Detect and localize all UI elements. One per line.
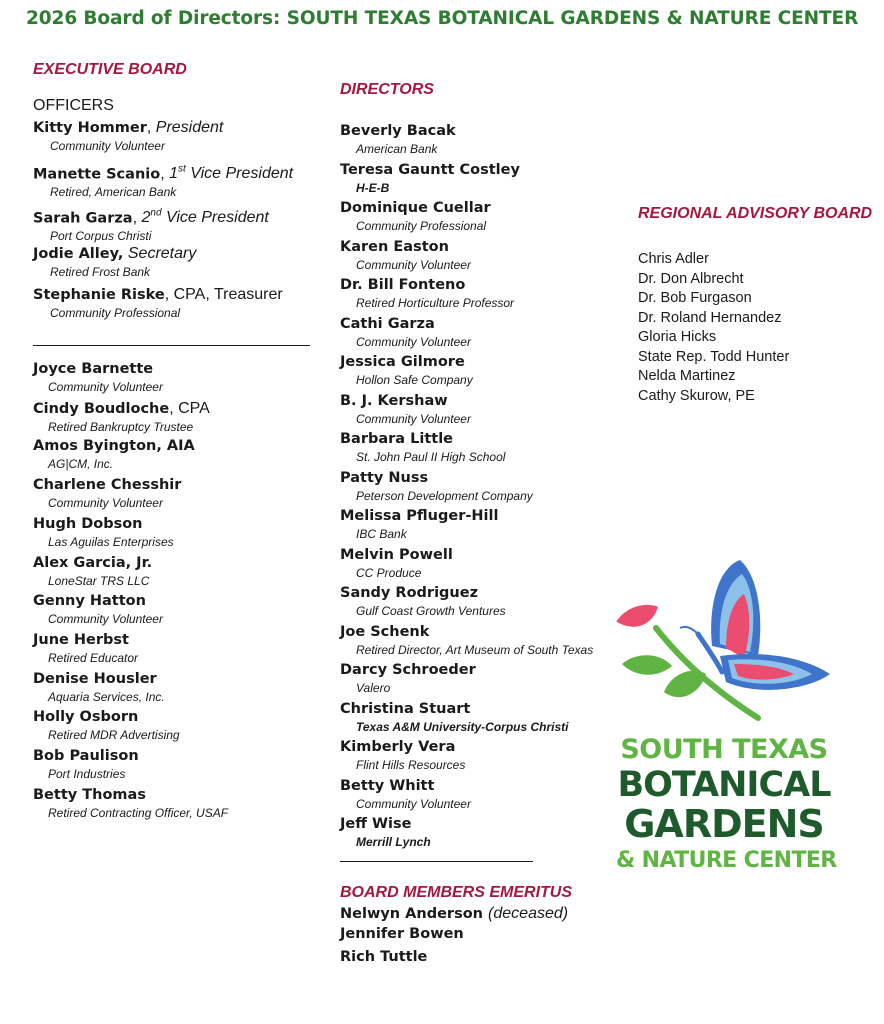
- member-name: [340, 585, 506, 602]
- member-name-text: Patty Nuss: [340, 469, 429, 486]
- board-member-entry: [340, 585, 506, 618]
- member-name-text: Dr. Bill Fonteno: [340, 277, 466, 293]
- board-member-entry: [33, 361, 163, 394]
- role-ordinal: 2: [141, 209, 151, 227]
- board-member-entry: [340, 239, 471, 272]
- member-name-text: Denise Housler: [33, 670, 157, 687]
- member-affiliation: AG|CM, Inc.: [48, 457, 114, 472]
- board-member-entry: [33, 205, 269, 243]
- member-name-text: Dominique Cuellar: [340, 200, 491, 216]
- board-member-entry: [33, 787, 228, 820]
- member-name-text: Amos Byington, AIA: [33, 438, 195, 455]
- member-name-text: Bob Paulison: [33, 748, 139, 764]
- role-ordinal: 1: [169, 165, 178, 183]
- advisory-member: Chris Adler: [638, 251, 709, 267]
- member-affiliation: H-E-B: [356, 180, 390, 195]
- member-name-text: Kitty Hommer: [33, 120, 147, 136]
- board-member-entry: [340, 470, 533, 503]
- board-member-entry: [33, 709, 180, 742]
- member-role: [169, 165, 293, 182]
- member-name-text: June Herbst: [33, 631, 129, 648]
- board-member-entry: [33, 555, 152, 588]
- member-affiliation: Texas A&M University-Corpus Christi: [356, 719, 569, 734]
- member-name: [33, 400, 210, 418]
- board-member-entry: [340, 162, 520, 195]
- logo-line-gardens: GARDENS: [624, 802, 824, 846]
- member-name-text: Sarah Garza: [33, 210, 133, 227]
- divider: [340, 861, 533, 862]
- board-member-entry: [33, 632, 138, 665]
- advisory-member: Dr. Bob Furgason: [638, 290, 752, 306]
- board-member-entry: [340, 624, 593, 657]
- member-affiliation: Aquaria Services, Inc.: [48, 689, 165, 704]
- advisory-member: Cathy Skurow, PE: [638, 387, 755, 404]
- member-name-text: Charlene Chesshir: [33, 477, 182, 494]
- member-name: [340, 508, 498, 525]
- board-member-entry: [33, 400, 210, 434]
- member-affiliation: Retired Horticulture Professor: [356, 296, 515, 310]
- member-name: [33, 205, 269, 227]
- member-name-text: B. J. Kershaw: [340, 392, 448, 409]
- member-name: [33, 632, 138, 649]
- member-name: [33, 161, 293, 183]
- member-name-text: Alex Garcia, Jr.: [33, 554, 153, 571]
- role-separator: ,: [160, 165, 170, 183]
- board-member-entry: [340, 393, 471, 426]
- member-affiliation: Community Volunteer: [50, 139, 165, 153]
- member-name: [33, 286, 283, 304]
- member-name-text: Genny Hatton: [33, 593, 146, 610]
- member-name: [340, 926, 464, 943]
- executive-board-heading: EXECUTIVE BOARD: [33, 61, 187, 78]
- member-affiliation: Retired Contracting Officer, USAF: [48, 805, 229, 820]
- member-affiliation: Gulf Coast Growth Ventures: [356, 604, 506, 618]
- member-name-text: Jessica Gilmore: [340, 354, 465, 370]
- member-affiliation: CC Produce: [356, 565, 422, 580]
- role-separator: ,: [146, 119, 156, 136]
- member-name-text: Manette Scanio: [33, 166, 161, 183]
- member-name: [33, 516, 174, 533]
- member-name: [340, 316, 471, 333]
- member-affiliation: Hollon Safe Company: [356, 373, 473, 387]
- member-name: [33, 787, 228, 804]
- member-name-text: Hugh Dobson: [33, 515, 143, 532]
- board-member-entry: [33, 161, 293, 199]
- member-name-text: Karen Easton: [340, 238, 449, 255]
- member-affiliation: Flint Hills Resources: [356, 758, 466, 772]
- member-affiliation: Retired Educator: [48, 650, 139, 665]
- board-member-entry: [33, 438, 195, 471]
- member-affiliation: Peterson Development Company: [356, 488, 533, 503]
- member-affiliation: Community Professional: [356, 219, 487, 233]
- officers-label: OFFICERS: [33, 97, 114, 114]
- member-name-text: Cindy Boudloche: [33, 400, 170, 417]
- member-affiliation: Retired Frost Bank: [50, 265, 151, 279]
- board-member-entry: [340, 778, 471, 811]
- page-title: 2026 Board of Directors: SOUTH TEXAS BOTANICAL GARDENS & NATURE CENTER: [26, 8, 859, 29]
- member-affiliation: Community Volunteer: [48, 612, 163, 627]
- member-name-text: Teresa Gauntt Costley: [340, 161, 520, 178]
- member-affiliation: Valero: [356, 681, 391, 695]
- member-name-text: Barbara Little: [340, 431, 454, 447]
- member-name-text: Rich Tuttle: [340, 949, 428, 965]
- role-title: Secretary: [127, 245, 197, 262]
- logo-line-south-texas: SOUTH TEXAS: [620, 734, 828, 765]
- member-name: [33, 671, 165, 688]
- member-name: [340, 949, 427, 966]
- member-name-text: Jennifer Bowen: [340, 926, 464, 942]
- advisory-board-heading: REGIONAL ADVISORY BOARD: [638, 205, 873, 222]
- member-name: [340, 816, 431, 833]
- board-member-entry: [340, 547, 453, 580]
- member-affiliation: Las Aguilas Enterprises: [48, 534, 174, 549]
- member-name: [33, 709, 180, 726]
- member-name-text: Christina Stuart: [340, 700, 471, 717]
- member-name: [340, 470, 533, 487]
- member-name: [33, 119, 223, 137]
- member-name-text: Cathi Garza: [340, 315, 435, 332]
- member-affiliation: Merrill Lynch: [356, 835, 431, 849]
- board-member-entry: [33, 593, 163, 626]
- member-affiliation: Community Volunteer: [356, 334, 471, 349]
- role-ordinal-suffix: st: [178, 164, 186, 175]
- advisory-member: Gloria Hicks: [638, 329, 717, 345]
- member-name: [340, 162, 520, 179]
- member-name-text: Betty Whitt: [340, 777, 435, 794]
- board-member-entry: [340, 905, 568, 923]
- member-name-text: Joe Schenk: [340, 623, 430, 640]
- board-member-entry: [33, 671, 165, 704]
- board-member-entry: [33, 477, 181, 510]
- member-affiliation: St. John Paul II High School: [356, 450, 506, 464]
- role-separator: ,: [132, 209, 142, 227]
- member-name-text: Beverly Bacak: [340, 123, 456, 139]
- member-affiliation: American Bank: [356, 142, 438, 156]
- member-credential: , CPA: [169, 399, 210, 417]
- member-name: [340, 547, 453, 564]
- member-name: [33, 593, 163, 610]
- emeritus-heading: BOARD MEMBERS EMERITUS: [340, 884, 573, 901]
- member-affiliation: Community Volunteer: [356, 411, 471, 426]
- board-member-entry: [33, 119, 223, 153]
- member-affiliation: LoneStar TRS LLC: [48, 573, 150, 588]
- member-name: [33, 438, 195, 455]
- member-name: [33, 361, 163, 378]
- member-affiliation: Port Corpus Christi: [50, 229, 152, 244]
- member-affiliation: IBC Bank: [356, 527, 407, 541]
- member-role: [128, 245, 196, 262]
- member-affiliation: Community Volunteer: [48, 380, 163, 394]
- member-affiliation: Retired, American Bank: [50, 185, 177, 200]
- board-member-entry: [340, 316, 471, 349]
- advisory-member: Nelda Martinez: [638, 368, 736, 384]
- member-name-text: Jeff Wise: [340, 816, 412, 832]
- member-name: [340, 624, 593, 641]
- board-member-entry: [340, 123, 456, 156]
- member-role: [142, 209, 269, 226]
- member-name-text: Nelwyn Anderson: [340, 906, 483, 922]
- member-name: [340, 239, 471, 256]
- member-name-text: Melissa Pfluger-Hill: [340, 508, 499, 524]
- member-name: [33, 748, 139, 765]
- advisory-member: Dr. Don Albrecht: [638, 270, 744, 287]
- board-member-entry: [340, 277, 514, 310]
- member-role: [156, 119, 224, 136]
- board-member-entry: [340, 701, 569, 734]
- member-name: [340, 778, 471, 795]
- member-name: [340, 354, 473, 371]
- board-member-entry: [340, 200, 491, 233]
- member-name: [340, 905, 568, 923]
- role-ordinal-suffix: nd: [150, 208, 162, 219]
- member-affiliation: Community Volunteer: [356, 257, 471, 272]
- board-member-entry: [340, 431, 505, 464]
- member-credential: , CPA, Treasurer: [164, 286, 283, 303]
- board-member-entry: [33, 516, 174, 549]
- board-member-entry: [340, 949, 427, 966]
- advisory-member: Dr. Roland Hernandez: [638, 309, 782, 326]
- member-name-text: Sandy Rodriguez: [340, 585, 479, 601]
- member-name: [340, 431, 505, 448]
- advisory-member: State Rep. Todd Hunter: [638, 348, 790, 365]
- member-affiliation: Community Volunteer: [356, 796, 471, 811]
- member-name-text: Kimberly Vera: [340, 739, 456, 755]
- member-name: [340, 123, 456, 140]
- member-name: [33, 245, 196, 263]
- role-title: Vice President: [185, 165, 294, 183]
- member-name-text: Holly Osborn: [33, 709, 139, 726]
- board-member-entry: [340, 508, 498, 541]
- member-name-text: Betty Thomas: [33, 786, 146, 803]
- role-title: Vice President: [161, 209, 269, 227]
- member-affiliation: Retired Director, Art Museum of South Texas: [356, 642, 594, 657]
- member-name: [340, 200, 491, 217]
- member-name: [340, 662, 476, 679]
- member-name: [340, 393, 471, 410]
- board-member-entry: [340, 354, 473, 387]
- member-affiliation: Community Volunteer: [48, 496, 163, 511]
- member-affiliation: Retired Bankruptcy Trustee: [48, 419, 194, 434]
- member-affiliation: Port Industries: [48, 767, 126, 781]
- board-member-entry: [33, 245, 196, 279]
- member-name: [340, 701, 569, 718]
- member-affiliation: Retired MDR Advertising: [48, 728, 180, 743]
- logo-line-nature-center: & NATURE CENTER: [616, 848, 837, 873]
- member-name: [33, 555, 152, 572]
- board-member-entry: [340, 816, 431, 849]
- directors-heading: DIRECTORS: [340, 81, 434, 98]
- board-member-entry: [33, 286, 283, 320]
- member-name: [340, 739, 465, 756]
- member-name-text: Joyce Barnette: [33, 361, 154, 377]
- board-member-entry: [33, 748, 139, 781]
- member-affiliation: Community Professional: [50, 306, 181, 320]
- advisory-board-list: [638, 250, 789, 406]
- member-name-text: Jodie Alley,: [33, 246, 124, 262]
- board-member-entry: [340, 662, 476, 695]
- member-name-text: Darcy Schroeder: [340, 662, 476, 678]
- member-note: (deceased): [488, 905, 569, 922]
- member-name: [33, 477, 181, 494]
- board-member-entry: [340, 926, 464, 943]
- member-name: [340, 277, 514, 294]
- role-title: President: [155, 119, 224, 136]
- member-name-text: Stephanie Riske: [33, 287, 165, 303]
- board-member-entry: [340, 739, 465, 772]
- member-name-text: Melvin Powell: [340, 546, 453, 563]
- logo-line-botanical: BOTANICAL: [617, 765, 831, 805]
- divider: [33, 345, 310, 346]
